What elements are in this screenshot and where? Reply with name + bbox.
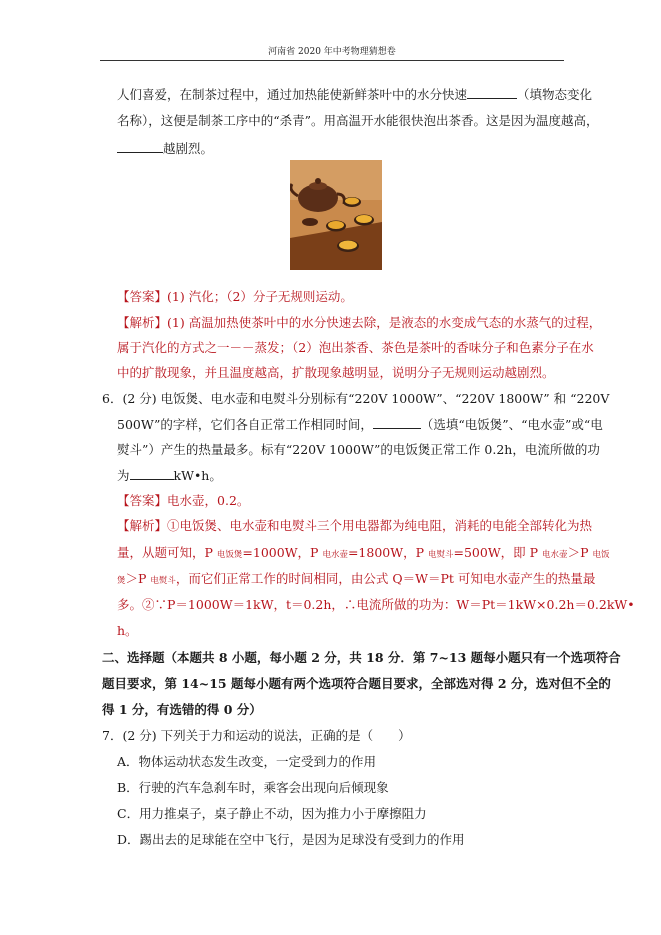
q7-stem: 7．(2 分) 下列关于力和运动的说法，正确的是（ ） xyxy=(102,728,411,743)
answer-label: 【答案】 xyxy=(117,493,168,508)
q6-line-1: 6．(2 分) 电饭煲、电水壶和电熨斗分别标有“220V 1000W”、“220V 1800W” 和 “220V xyxy=(102,391,610,406)
q7-option-c: C．用力推桌子，桌子静止不动，因为推力小于摩擦阻力 xyxy=(117,806,427,821)
tea-set-drawing xyxy=(290,160,382,270)
q5-blank-1 xyxy=(467,86,517,99)
q6-analysis-line-5: h。 xyxy=(117,623,138,638)
q6-blank-1 xyxy=(373,416,421,429)
q6-answer: 【答案】电水壶，0.2。 xyxy=(117,493,250,508)
q6-line-4: 为 kW•h。 xyxy=(117,468,222,483)
q6-blank-2 xyxy=(130,467,174,480)
q5-analysis-line-3: 中的扩散现象，并且温度越高，扩散现象越明显，说明分子无规则运动越剧烈。 xyxy=(117,365,555,380)
q5-analysis-line-1: 【解析】(1) 高温加热使茶叶中的水分快速去除，是液态的水变成气态的水蒸气的过程， xyxy=(117,315,602,330)
section-2-heading-line-1: 二、选择题（本题共 8 小题，每小题 2 分，共 18 分．第 7~13 题每小题只有一个选项符合 xyxy=(102,650,621,665)
header-divider xyxy=(100,60,564,61)
analysis-label: 【解析】 xyxy=(117,315,168,330)
section-2-heading-line-2: 题目要求，第 14~15 题每小题有两个选项符合题目要求，全部选对得 2 分，选对但不全的 xyxy=(102,676,611,691)
q5-line-3: 越剧烈。 xyxy=(117,140,213,157)
q6-line-2: 500W”的字样，它们各自正常工作相同时间， （选填“电饭煲”、“电水壶”或“电 xyxy=(117,417,603,432)
q7-option-a: A．物体运动状态发生改变，一定受到力的作用 xyxy=(117,754,377,769)
q6-analysis-line-4: 多。②∵P＝1000W＝1kW，t＝0.2h，∴电流所做的功为：W＝Pt＝1kW×0.2h＝0.2kW• xyxy=(117,597,635,612)
q6-line-3: 熨斗”）产生的热量最多。标有“220V 1000W”的电饭煲正常工作 0.2h，电流所做的功 xyxy=(117,442,600,457)
q5-line-1: 人们喜爱，在制茶过程中，通过加热能使新鲜茶叶中的水分快速 （填物态变化 xyxy=(117,87,593,102)
q5-blank-2 xyxy=(117,140,163,153)
q7-option-b: B．行驶的汽车急刹车时，乘客会出现向后倾现象 xyxy=(117,780,389,795)
page-header: 河南省 2020 年中考物理猜想卷 xyxy=(268,47,396,57)
q6-analysis-line-1: 【解析】①电饭煲、电水壶和电熨斗三个用电器都为纯电阻，消耗的电能全部转化为热 xyxy=(117,518,593,533)
section-2-heading-line-3: 得 1 分，有选错的得 0 分） xyxy=(102,702,262,717)
q6-analysis-line-3: 煲＞P 电熨斗，而它们正常工作的时间相同，由公式 Q＝W＝Pt 可知电水壶产生的热量最 xyxy=(117,571,596,586)
q6-analysis-line-2: 量，从题可知，P 电饭煲=1000W，P 电水壶=1800W，P 电熨斗=500W，即 P 电水壶＞P 电饭 xyxy=(117,545,610,560)
tea-set-photo-icon xyxy=(290,160,382,270)
answer-label: 【答案】 xyxy=(117,289,168,304)
q5-line-2: 名称），这便是制茶工序中的“杀青”。用高温开水能很快泡出茶香。这是因为温度越高， xyxy=(117,113,599,128)
analysis-label: 【解析】 xyxy=(117,518,168,533)
q7-option-d: D．踢出去的足球能在空中飞行，是因为足球没有受到力的作用 xyxy=(117,832,465,847)
q5-analysis-line-2: 属于汽化的方式之一－－蒸发；（2）泡出茶香、茶色是茶叶的香味分子和色素分子在水 xyxy=(117,340,594,355)
q5-answer: 【答案】(1) 汽化；（2）分子无规则运动。 xyxy=(117,289,353,304)
